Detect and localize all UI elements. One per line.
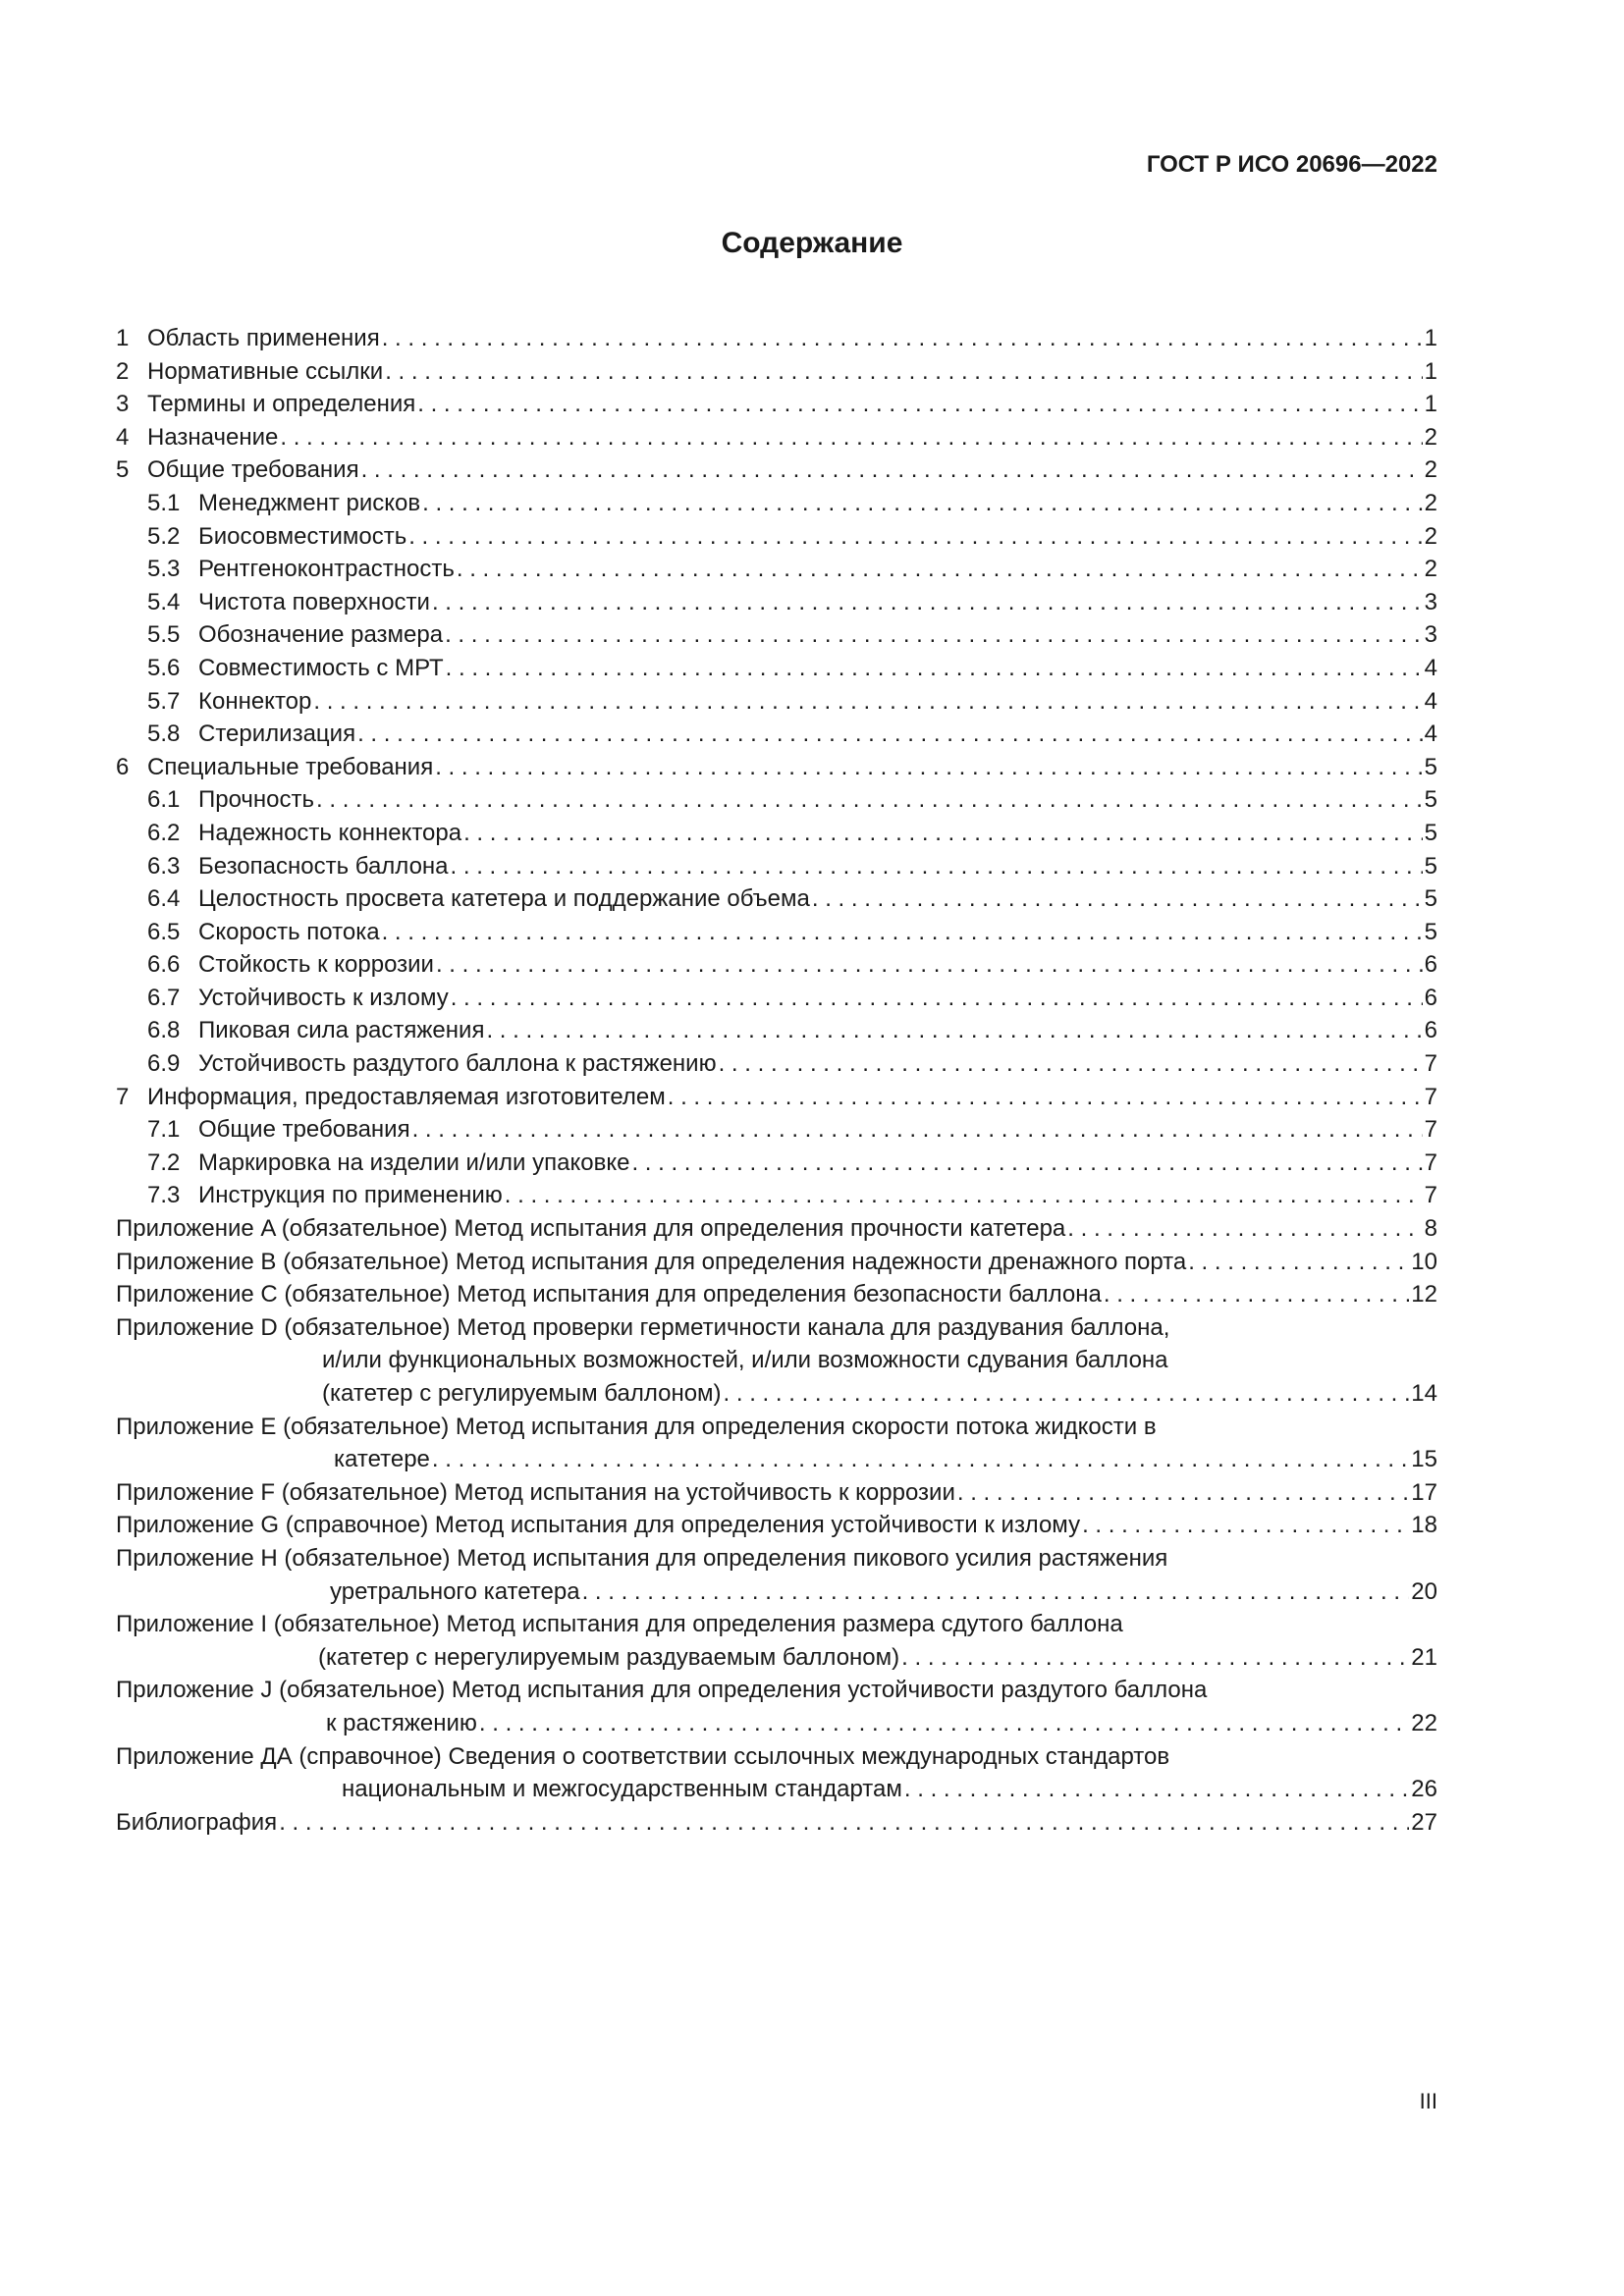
toc-annex-entry[interactable] — [116, 1608, 1437, 1674]
dot-leader — [1067, 1212, 1422, 1246]
toc-entry-number: 6.2 — [147, 819, 181, 846]
toc-annex-entry[interactable] — [116, 1246, 1437, 1279]
dot-leader — [719, 1047, 1423, 1081]
dot-leader — [631, 1147, 1422, 1180]
toc-sections — [116, 322, 1437, 1212]
dot-leader — [505, 1179, 1423, 1212]
dot-leader — [417, 388, 1422, 421]
toc-annex-entry[interactable] — [116, 1509, 1437, 1542]
toc-annex-label: Библиография — [116, 1808, 278, 1836]
toc-entry-number: 6.1 — [147, 786, 181, 814]
toc-entry[interactable] — [116, 322, 1437, 355]
toc-annex-line — [116, 1443, 1437, 1476]
dot-leader — [486, 1014, 1422, 1047]
toc-annex-line — [116, 1377, 1437, 1411]
toc-entry-number: 5 — [116, 456, 130, 484]
dot-leader — [382, 322, 1423, 355]
toc-entry[interactable] — [116, 751, 1437, 784]
toc-entry-number: 5.7 — [147, 687, 181, 715]
toc-annex-line — [116, 1476, 1437, 1510]
toc-entry[interactable] — [116, 421, 1437, 454]
toc-annex-page: 26 — [1411, 1776, 1437, 1803]
dot-leader — [957, 1476, 1409, 1510]
toc-annex-page: 17 — [1411, 1478, 1437, 1506]
dot-leader — [432, 586, 1423, 619]
toc-annex-page: 21 — [1411, 1643, 1437, 1671]
toc-annex-line — [116, 1542, 1437, 1575]
toc-entry-label: Рентгеноконтрастность — [198, 556, 455, 583]
toc-annex-line — [116, 1344, 1437, 1377]
toc-entry-number: 4 — [116, 423, 130, 451]
toc-entry-page: 2 — [1424, 522, 1437, 550]
toc-entry-page: 2 — [1424, 423, 1437, 451]
toc-annex-line — [116, 1740, 1437, 1774]
toc-annex-label: катетере — [334, 1446, 430, 1473]
dot-leader — [357, 718, 1423, 751]
dot-leader — [445, 618, 1423, 652]
toc-entry-label: Обозначение размера — [198, 621, 444, 649]
toc-annex-entry[interactable] — [116, 1674, 1437, 1739]
toc-entry[interactable] — [116, 618, 1437, 652]
dot-leader — [435, 751, 1422, 784]
toc-entry-label: Прочность — [198, 786, 315, 814]
toc-annex-label: Приложение H (обязательное) Метод испытания для определения пикового усилия растяжения — [116, 1544, 1168, 1572]
dot-leader — [451, 982, 1423, 1015]
toc-entry[interactable] — [116, 652, 1437, 685]
toc-annex-label: Приложение ДА (справочное) Сведения о соответствии ссылочных международных стандартов — [116, 1742, 1170, 1770]
toc-entry-number: 5.4 — [147, 588, 181, 615]
toc-entry-number: 6.4 — [147, 885, 181, 913]
toc-entry-page: 6 — [1424, 1017, 1437, 1044]
toc-entry-label: Маркировка на изделии и/или упаковке — [198, 1148, 630, 1176]
document-id: ГОСТ Р ИСО 20696—2022 — [1146, 151, 1437, 178]
toc-annex-line — [116, 1278, 1437, 1311]
toc-entry-number: 5.8 — [147, 721, 181, 748]
toc-entry-page: 6 — [1424, 951, 1437, 979]
toc-annex-label: к растяжению — [326, 1709, 477, 1736]
toc-entry-label: Надежность коннектора — [198, 819, 462, 846]
toc-entry-number: 5.1 — [147, 489, 181, 516]
dot-leader — [479, 1707, 1409, 1740]
toc-entry[interactable] — [116, 586, 1437, 619]
dot-leader — [582, 1575, 1410, 1609]
toc-entry[interactable] — [116, 388, 1437, 421]
dot-leader — [904, 1773, 1409, 1806]
toc-entry[interactable] — [116, 817, 1437, 850]
toc-annex-label: и/или функциональных возможностей, и/или возможности сдувания баллона — [322, 1347, 1168, 1374]
toc-entry-label: Область применения — [147, 325, 380, 351]
toc-entry-label: Биосовместимость — [198, 522, 407, 550]
toc-annex-label: Приложение F (обязательное) Метод испытания на устойчивость к коррозии — [116, 1478, 955, 1506]
dot-leader — [422, 487, 1423, 520]
dot-leader — [812, 882, 1423, 916]
toc-entry[interactable] — [116, 454, 1437, 487]
toc-annex-page: 18 — [1411, 1512, 1437, 1539]
toc-entry-number: 6.8 — [147, 1017, 181, 1044]
toc-annex-line — [116, 1311, 1437, 1345]
toc-entry-number: 5.3 — [147, 556, 181, 583]
toc-entry-label: Скорость потока — [198, 918, 380, 945]
toc-entry-page: 4 — [1424, 654, 1437, 681]
toc-annex-label: Приложение I (обязательное) Метод испытания для определения размера сдутого баллона — [116, 1611, 1123, 1638]
toc-entry-label: Нормативные ссылки — [147, 357, 384, 385]
dot-leader — [1188, 1246, 1409, 1279]
toc-annex-label: Приложение J (обязательное) Метод испытания для определения устойчивости раздутого баллона — [116, 1677, 1208, 1704]
toc-annex-entry[interactable] — [116, 1740, 1437, 1806]
toc-entry-page: 1 — [1424, 391, 1437, 418]
toc-entry-number: 2 — [116, 357, 130, 385]
toc-annex-label: Приложение G (справочное) Метод испытания для определения устойчивости к излому — [116, 1512, 1081, 1539]
toc-annex-page: 14 — [1411, 1380, 1437, 1407]
toc-annex-page: 10 — [1411, 1248, 1437, 1275]
toc-annex-entry[interactable] — [116, 1311, 1437, 1411]
toc-entry[interactable] — [116, 1147, 1437, 1180]
toc-entry-page: 7 — [1424, 1116, 1437, 1144]
toc-entry[interactable] — [116, 685, 1437, 719]
toc-entry-label: Специальные требования — [147, 753, 434, 780]
dot-leader — [457, 553, 1423, 586]
toc-entry[interactable] — [116, 487, 1437, 520]
dot-leader — [446, 652, 1423, 685]
toc-entry-label: Устойчивость к излому — [198, 984, 449, 1011]
toc-annex-label: Приложение D (обязательное) Метод проверки герметичности канала для раздувания баллона, — [116, 1313, 1170, 1341]
toc-annex-line — [116, 1806, 1437, 1840]
dot-leader — [463, 817, 1423, 850]
toc-entry-number: 6.7 — [147, 984, 181, 1011]
toc-entry-label: Совместимость с МРТ — [198, 654, 444, 681]
toc-annex-label: национальным и межгосударственным стандартам — [342, 1776, 902, 1803]
dot-leader — [668, 1081, 1423, 1114]
toc-entry-number: 6.5 — [147, 918, 181, 945]
toc-entry-number: 7.2 — [147, 1148, 181, 1176]
toc-entry-page: 5 — [1424, 819, 1437, 846]
toc-entry-number: 6 — [116, 753, 130, 780]
toc-entry[interactable] — [116, 850, 1437, 883]
toc-annex-line — [116, 1773, 1437, 1806]
toc-annex-label: Приложение C (обязательное) Метод испытания для определения безопасности баллона — [116, 1281, 1102, 1308]
toc-entry-label: Менеджмент рисков — [198, 489, 421, 516]
toc-entry-number: 7.1 — [147, 1116, 181, 1144]
toc-annex-line — [116, 1674, 1437, 1707]
toc-annex-label: Приложение A (обязательное) Метод испытания для определения прочности катетера — [116, 1215, 1066, 1243]
toc-entry[interactable] — [116, 982, 1437, 1015]
toc-entry-label: Коннектор — [198, 687, 312, 715]
dot-leader — [436, 948, 1423, 982]
toc-entry-label: Термины и определения — [147, 391, 416, 418]
dot-leader — [412, 1113, 1423, 1147]
toc-entry[interactable] — [116, 1179, 1437, 1212]
toc-entry-page: 7 — [1424, 1182, 1437, 1209]
toc-entry-page: 7 — [1424, 1148, 1437, 1176]
toc-entry-label: Пиковая сила растяжения — [198, 1017, 485, 1044]
toc-entry[interactable] — [116, 948, 1437, 982]
toc-annex-page: 22 — [1411, 1709, 1437, 1736]
toc-annex-label: Приложение B (обязательное) Метод испытания для определения надежности дренажного порта — [116, 1248, 1187, 1275]
toc-annex-line — [116, 1411, 1437, 1444]
table-of-contents — [116, 322, 1437, 1839]
toc-entry-page: 3 — [1424, 621, 1437, 649]
toc-entry-number: 3 — [116, 391, 130, 418]
toc-entry-page: 7 — [1424, 1050, 1437, 1078]
dot-leader — [1082, 1509, 1409, 1542]
toc-entry[interactable] — [116, 355, 1437, 389]
toc-annex-label: (катетер с регулируемым баллоном) — [322, 1380, 722, 1407]
toc-entry-page: 5 — [1424, 786, 1437, 814]
toc-annex-entry[interactable] — [116, 1411, 1437, 1476]
toc-entry-page: 5 — [1424, 885, 1437, 913]
toc-entry-number: 5.5 — [147, 621, 181, 649]
toc-entry-page: 5 — [1424, 753, 1437, 780]
dot-leader — [408, 520, 1422, 554]
toc-entry-label: Стойкость к коррозии — [198, 951, 434, 979]
dot-leader — [280, 421, 1422, 454]
toc-entry-page: 2 — [1424, 556, 1437, 583]
toc-annex-entry[interactable] — [116, 1212, 1437, 1246]
toc-entry[interactable] — [116, 916, 1437, 949]
toc-entry-page: 4 — [1424, 687, 1437, 715]
toc-entry-number: 6.3 — [147, 852, 181, 880]
toc-entry-label: Чистота поверхности — [198, 588, 430, 615]
toc-annex-label: Приложение E (обязательное) Метод испытания для определения скорости потока жидкости в — [116, 1413, 1157, 1440]
toc-annex-line — [116, 1212, 1437, 1246]
toc-entry-page: 1 — [1424, 325, 1437, 351]
dot-leader — [432, 1443, 1409, 1476]
toc-entry-label: Инструкция по применению — [198, 1182, 503, 1209]
toc-entry-label: Безопасность баллона — [198, 852, 449, 880]
toc-entry-number: 5.6 — [147, 654, 181, 681]
toc-entry-number: 6.6 — [147, 951, 181, 979]
dot-leader — [313, 685, 1422, 719]
toc-entry[interactable] — [116, 520, 1437, 554]
toc-annex-line — [116, 1608, 1437, 1641]
toc-entry[interactable] — [116, 1014, 1437, 1047]
toc-annex-page: 27 — [1411, 1808, 1437, 1836]
toc-annex-line — [116, 1641, 1437, 1675]
toc-entry-page: 5 — [1424, 852, 1437, 880]
dot-leader — [361, 454, 1423, 487]
dot-leader — [316, 783, 1423, 817]
toc-entry[interactable] — [116, 718, 1437, 751]
dot-leader — [901, 1641, 1409, 1675]
toc-annex-line — [116, 1707, 1437, 1740]
toc-entry-page: 2 — [1424, 489, 1437, 516]
dot-leader — [724, 1377, 1410, 1411]
toc-entry[interactable] — [116, 783, 1437, 817]
toc-annex-label: (катетер с нерегулируемым раздуваемым баллоном) — [318, 1643, 900, 1671]
toc-entry-number: 1 — [116, 325, 130, 351]
toc-annex-line — [116, 1575, 1437, 1609]
toc-annex-page: 20 — [1411, 1577, 1437, 1605]
toc-entry-number: 6.9 — [147, 1050, 181, 1078]
dot-leader — [451, 850, 1423, 883]
toc-annexes — [116, 1212, 1437, 1839]
toc-annex-entry[interactable] — [116, 1476, 1437, 1510]
toc-entry[interactable] — [116, 553, 1437, 586]
dot-leader — [382, 916, 1423, 949]
toc-annex-entry[interactable] — [116, 1806, 1437, 1840]
toc-entry[interactable] — [116, 1047, 1437, 1081]
toc-annex-page: 15 — [1411, 1446, 1437, 1473]
toc-entry-label: Общие требования — [198, 1116, 410, 1144]
dot-leader — [1104, 1278, 1409, 1311]
toc-entry-page: 7 — [1424, 1083, 1437, 1110]
toc-entry-label: Общие требования — [147, 456, 359, 484]
toc-entry-number: 7 — [116, 1083, 130, 1110]
toc-entry-label: Целостность просвета катетера и поддержание объема — [198, 885, 810, 913]
toc-entry-page: 4 — [1424, 721, 1437, 748]
toc-entry-label: Назначение — [147, 423, 279, 451]
toc-entry-page: 2 — [1424, 456, 1437, 484]
page-title: Содержание — [721, 227, 903, 259]
toc-entry[interactable] — [116, 882, 1437, 916]
toc-entry-number: 7.3 — [147, 1182, 181, 1209]
toc-entry-page: 1 — [1424, 357, 1437, 385]
toc-entry[interactable] — [116, 1113, 1437, 1147]
toc-annex-line — [116, 1246, 1437, 1279]
toc-annex-page: 12 — [1411, 1281, 1437, 1308]
toc-entry-page: 5 — [1424, 918, 1437, 945]
dot-leader — [279, 1806, 1409, 1840]
toc-entry-label: Устойчивость раздутого баллона к растяжению — [198, 1050, 717, 1078]
toc-annex-entry[interactable] — [116, 1542, 1437, 1608]
toc-annex-label: уретрального катетера — [330, 1577, 580, 1605]
toc-entry-number: 5.2 — [147, 522, 181, 550]
toc-annex-entry[interactable] — [116, 1278, 1437, 1311]
page-number: III — [1419, 2089, 1437, 2113]
toc-annex-line — [116, 1509, 1437, 1542]
toc-entry-page: 6 — [1424, 984, 1437, 1011]
toc-entry-label: Стерилизация — [198, 721, 356, 748]
toc-entry-label: Информация, предоставляемая изготовителем — [147, 1083, 666, 1110]
toc-entry[interactable] — [116, 1081, 1437, 1114]
toc-entry-page: 3 — [1424, 588, 1437, 615]
toc-annex-page: 8 — [1424, 1215, 1437, 1243]
dot-leader — [385, 355, 1422, 389]
